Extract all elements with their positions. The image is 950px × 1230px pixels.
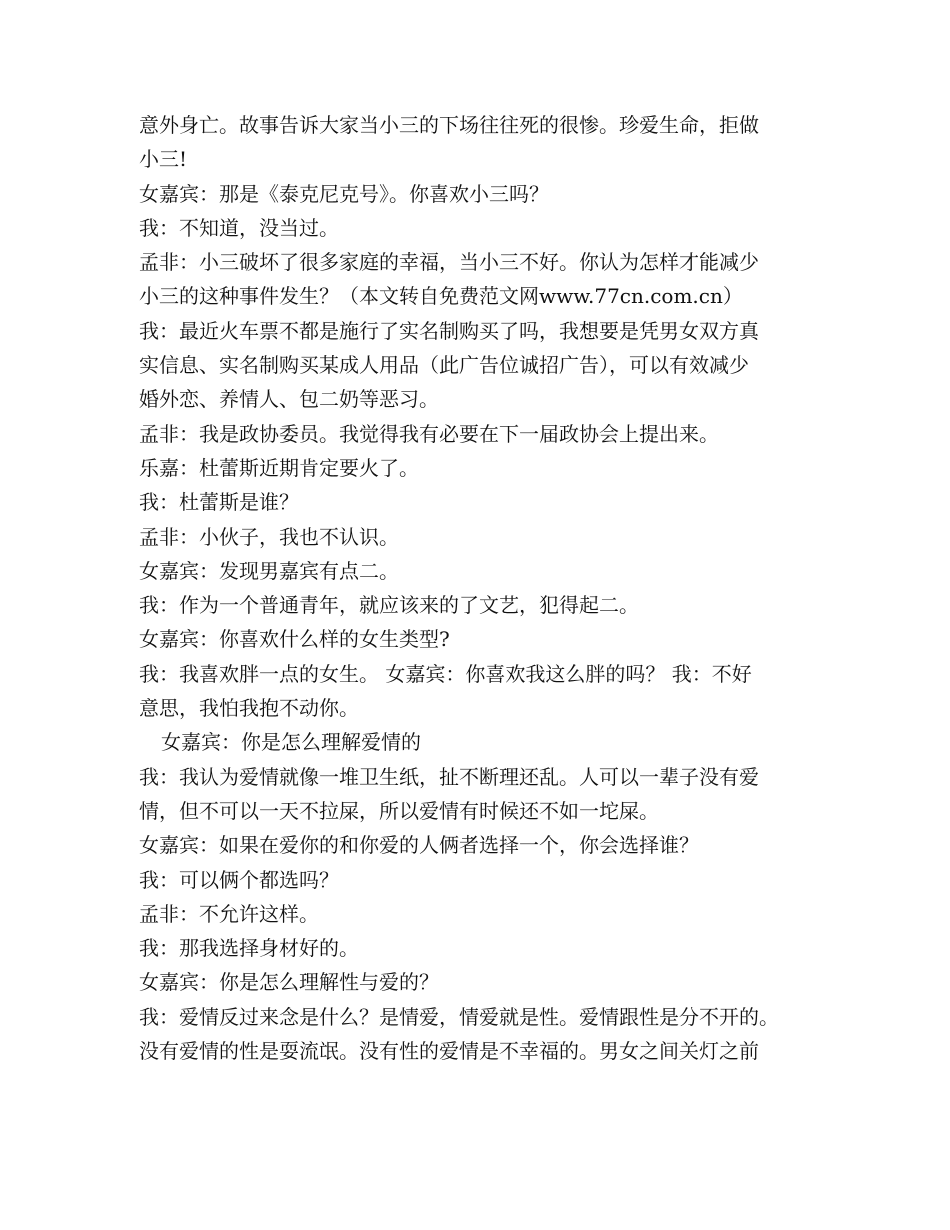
text-line: 女嘉宾：如果在爱你的和你爱的人俩者选择一个，你会选择谁？ [139,833,699,858]
document-body [139,108,829,1068]
text-line: 情，但不可以一天不拉屎，所以爱情有时候还不如一坨屎。 [139,798,659,823]
text-line: 我：最近火车票不都是施行了实名制购买了吗，我想要是凭男女双方真 [139,318,759,343]
text-line: 没有爱情的性是耍流氓。没有性的爱情是不幸福的。男女之间关灯之前 [139,1039,759,1064]
text-line: 乐嘉：杜蕾斯近期肯定要火了。 [139,455,419,480]
text-line: 小三的这种事件发生？（本文转自免费范文网www.77cn.com.cn） [139,284,743,309]
text-line: 孟非：小三破坏了很多家庭的幸福，当小三不好。你认为怎样才能减少 [139,250,759,275]
text-line: 意外身亡。故事告诉大家当小三的下场往往死的很惨。珍爱生命，拒做 [139,113,759,137]
text-line: 女嘉宾：你喜欢什么样的女生类型? [139,627,450,652]
text-line: 女嘉宾：那是《泰克尼克号》。你喜欢小三吗？ [139,181,549,206]
text-line: 女嘉宾：你是怎么理解性与爱的？ [139,970,439,995]
text-line: 我：可以俩个都选吗？ [139,867,339,892]
text-line: 我：作为一个普通青年，就应该来的了文艺，犯得起二。 [139,593,639,618]
text-line: 孟非：小伙子，我也不认识。 [139,524,399,549]
text-line: 孟非：我是政协委员。我觉得我有必要在下一届政协会上提出来。 [139,421,719,446]
text-line: 意思，我怕我抱不动你。 [139,696,359,721]
text-line: 婚外恋、养情人、包二奶等恶习。 [139,387,439,412]
text-line: 我：爱情反过来念是什么？是情爱，情爱就是性。爱情跟性是分不开的。 [139,1004,779,1029]
text-line: 我：不知道，没当过。 [139,215,339,240]
text-line: 实信息、实名制购买某成人用品（此广告位诚招广告），可以有效减少 [139,353,749,378]
text-line: 女嘉宾：发现男嘉宾有点二。 [139,558,399,583]
text-line-indented: 女嘉宾：你是怎么理解爱情的 [161,730,421,755]
text-line: 孟非：不允许这样。 [139,901,319,926]
text-line: 我：那我选择身材好的。 [139,936,359,961]
text-line: 我：杜蕾斯是谁？ [139,490,299,515]
text-line: 我：我认为爱情就像一堆卫生纸，扯不断理还乱。人可以一辈子没有爱 [139,764,759,789]
text-line: 我：我喜欢胖一点的女生。 女嘉宾：你喜欢我这么胖的吗？ 我：不好 [139,661,752,686]
text-line: 小三! [139,147,188,172]
